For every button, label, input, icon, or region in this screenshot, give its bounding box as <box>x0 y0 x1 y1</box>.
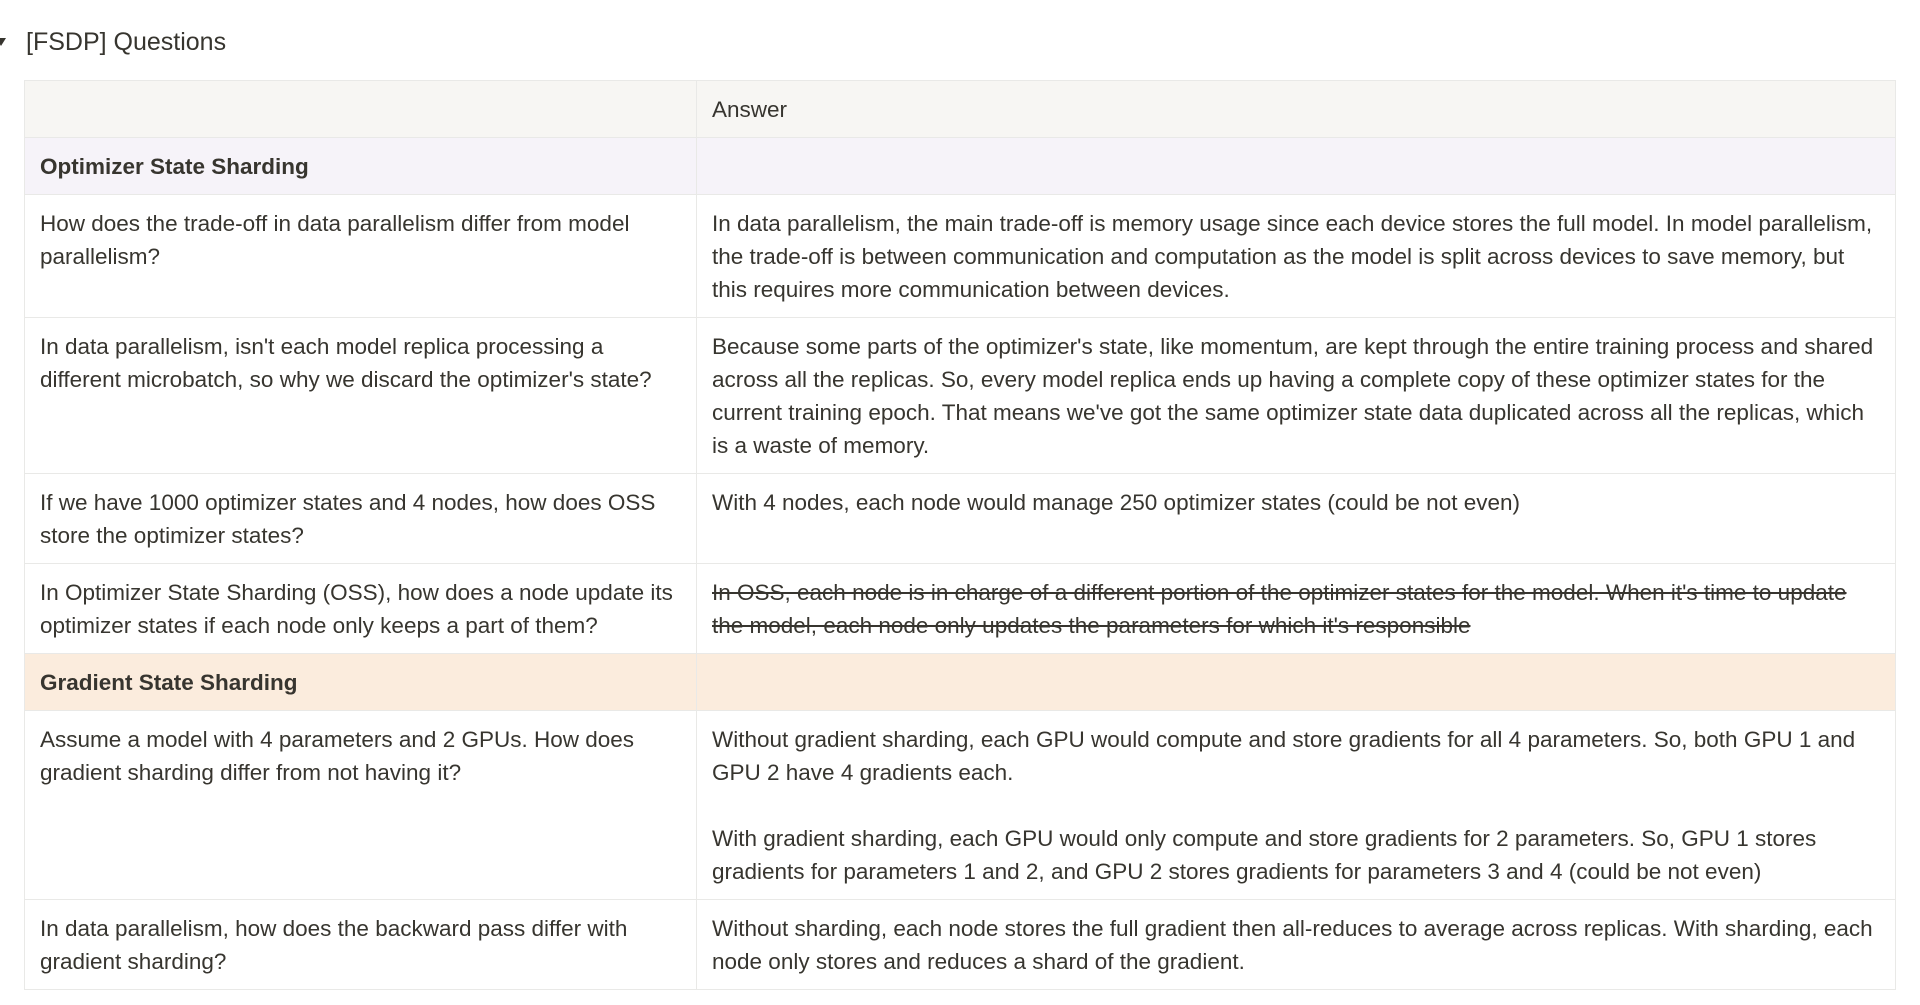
struck-answer-text: In OSS, each node is in charge of a different portion of the optimizer states for the model. When it's time to update the model, each node only updates the parameters for which it's responsible <box>712 580 1847 638</box>
header-cell-answer[interactable]: Answer <box>697 81 1896 138</box>
section-title[interactable]: Gradient State Sharding <box>25 654 697 711</box>
qa-table <box>24 80 1895 990</box>
answer-text: Because some parts of the optimizer's state, like momentum, are kept through the entire training process and shared across all the replicas. So, every model replica ends up having a complete copy of these optimizer states for the current training epoch. That means we've got the same optimizer state data duplicated across all the replicas, which is a waste of memory. <box>712 334 1874 458</box>
answer-text: Without sharding, each node stores the full gradient then all-reduces to average across replicas. With sharding, each node only stores and reduces a shard of the gradient. <box>712 916 1873 974</box>
table-row <box>25 195 1896 318</box>
answer-text: With gradient sharding, each GPU would only compute and store gradients for 2 parameters. So, GPU 1 stores gradients for parameters 1 and 2, and GPU 2 stores gradients for parameters 3 and 4 (could be not even) <box>712 826 1817 884</box>
table-row <box>25 900 1896 990</box>
table-header-row <box>25 81 1896 138</box>
section-empty-cell[interactable] <box>697 138 1896 195</box>
answer-cell[interactable] <box>697 195 1896 318</box>
section-title[interactable]: Optimizer State Sharding <box>25 138 697 195</box>
answer-cell[interactable] <box>697 711 1896 900</box>
question-cell[interactable]: How does the trade-off in data parallelism differ from model parallelism? <box>25 195 697 318</box>
section-row <box>25 138 1896 195</box>
toggle-title[interactable]: [FSDP] Questions <box>26 27 227 56</box>
table-row <box>25 564 1896 654</box>
answer-text: In data parallelism, the main trade-off is memory usage since each device stores the full model. In model parallelism, the trade-off is between communication and computation as the model is split across devices to save memory, but this requires more communication between devices. <box>712 211 1873 302</box>
table-row <box>25 711 1896 900</box>
question-cell[interactable]: In data parallelism, how does the backward pass differ with gradient sharding? <box>25 900 697 990</box>
answer-cell[interactable] <box>697 900 1896 990</box>
triangle-down-icon[interactable] <box>0 33 10 51</box>
section-empty-cell[interactable] <box>697 654 1896 711</box>
answer-cell[interactable] <box>697 474 1896 564</box>
table-row <box>25 318 1896 474</box>
answer-cell[interactable] <box>697 564 1896 654</box>
answer-text: Without gradient sharding, each GPU would compute and store gradients for all 4 parameters. So, both GPU 1 and GPU 2 have 4 gradients each. <box>712 727 1856 785</box>
question-cell[interactable]: If we have 1000 optimizer states and 4 nodes, how does OSS store the optimizer states? <box>25 474 697 564</box>
header-cell-question[interactable] <box>25 81 697 138</box>
toggle-block <box>0 22 226 62</box>
question-cell[interactable]: In Optimizer State Sharding (OSS), how does a node update its optimizer states if each node only keeps a part of them? <box>25 564 697 654</box>
table-row <box>25 474 1896 564</box>
section-row <box>25 654 1896 711</box>
answer-cell[interactable] <box>697 318 1896 474</box>
question-cell[interactable]: Assume a model with 4 parameters and 2 GPUs. How does gradient sharding differ from not having it? <box>25 711 697 900</box>
answer-text: With 4 nodes, each node would manage 250 optimizer states (could be not even) <box>712 490 1520 515</box>
question-cell[interactable]: In data parallelism, isn't each model replica processing a different microbatch, so why we discard the optimizer's state? <box>25 318 697 474</box>
